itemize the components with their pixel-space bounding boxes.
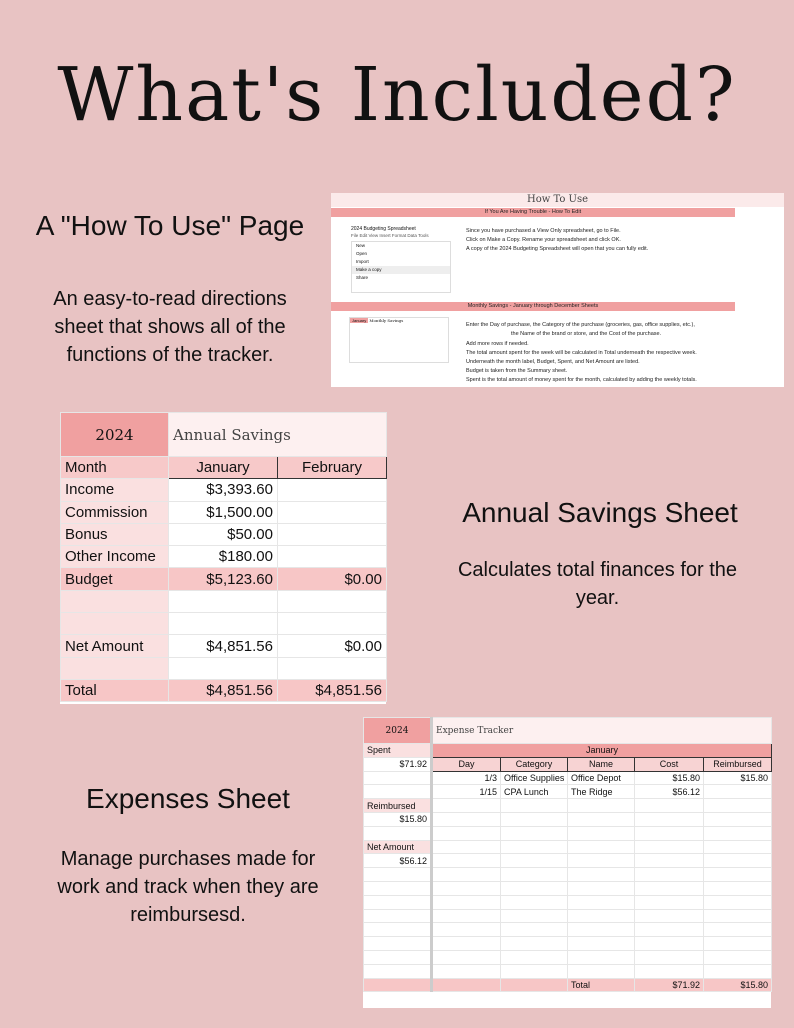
- spent-label: Spent: [364, 744, 432, 758]
- expense-empty-cell: [501, 799, 568, 813]
- mini-title: Monthly Savings: [369, 318, 404, 323]
- howto-line: Spent is the total amount of money spent for the month, calculated by adding the weekly totals.: [466, 377, 697, 383]
- howto-heading: A "How To Use" Page: [35, 210, 305, 241]
- howto-line: The total amount spent for the week will be calculated in Total underneath the respective week.: [466, 350, 697, 356]
- expense-year: 2024: [364, 718, 432, 744]
- expense-empty-cell: [501, 964, 568, 978]
- expense-empty-cell: [432, 950, 501, 964]
- annual-jan-value: $3,393.60: [169, 479, 278, 501]
- annual-row-label: Income: [61, 479, 169, 501]
- expense-empty-cell: [432, 895, 501, 909]
- total-cost: $71.92: [635, 978, 704, 992]
- menu-item: Import: [356, 259, 369, 264]
- expense-empty-cell: [568, 895, 635, 909]
- expense-empty-cell: [635, 854, 704, 868]
- expense-name: The Ridge: [568, 785, 635, 799]
- menu-bar: File Edit View Insert Format Data Tools: [351, 233, 429, 238]
- sidebar-cell: [364, 881, 432, 895]
- col-january: January: [169, 457, 278, 479]
- expense-title: Expense Tracker: [432, 718, 772, 744]
- annual-row-label: [61, 657, 169, 679]
- expense-empty-cell: [432, 868, 501, 882]
- expense-row: [364, 799, 772, 813]
- annual-feb-value: $0.00: [278, 568, 387, 590]
- expense-empty-cell: [501, 895, 568, 909]
- expense-empty-cell: [704, 909, 772, 923]
- menu-item: Open: [356, 251, 368, 256]
- expense-empty-cell: [568, 923, 635, 937]
- annual-row: [61, 479, 387, 501]
- annual-row-label: Net Amount: [61, 635, 169, 657]
- expense-empty-cell: [501, 854, 568, 868]
- annual-feb-value: $4,851.56: [278, 679, 387, 701]
- menu-doc-title: 2024 Budgeting Spreadsheet: [351, 226, 416, 232]
- net-value: $56.12: [364, 854, 432, 868]
- sidebar-cell: [364, 978, 432, 992]
- expense-empty-cell: [432, 799, 501, 813]
- annual-jan-value: $4,851.56: [169, 679, 278, 701]
- howto-line: A copy of the 2024 Budgeting Spreadsheet will open that you can fully edit.: [466, 246, 649, 252]
- expense-empty-cell: [704, 964, 772, 978]
- total-category: [501, 978, 568, 992]
- expense-row: [364, 826, 772, 840]
- annual-row-label: Total: [61, 679, 169, 701]
- expense-row: [364, 950, 772, 964]
- expense-empty-cell: [635, 895, 704, 909]
- annual-savings-table: [60, 412, 386, 704]
- expense-empty-cell: [568, 909, 635, 923]
- expense-day: 1/3: [432, 771, 501, 785]
- expense-empty-cell: [635, 799, 704, 813]
- annual-row: [61, 679, 387, 701]
- annual-feb-value: [278, 613, 387, 635]
- howto-band-edit: If You Are Having Trouble - How To Edit: [331, 208, 735, 217]
- expense-empty-cell: [568, 799, 635, 813]
- howto-line: Click on Make a Copy. Rename your spreadsheet and click OK.: [466, 237, 621, 243]
- expense-empty-cell: [704, 950, 772, 964]
- expense-empty-cell: [704, 895, 772, 909]
- expense-reimbursed: [704, 785, 772, 799]
- howto-line: Underneath the month label, Budget, Spent, and Net Amount are listed.: [466, 359, 640, 365]
- expense-empty-cell: [501, 840, 568, 854]
- expense-empty-cell: [432, 937, 501, 951]
- annual-feb-value: [278, 657, 387, 679]
- annual-row-label: [61, 613, 169, 635]
- howto-line: Since you have purchased a View Only spreadsheet, go to File.: [466, 228, 621, 234]
- expense-empty-cell: [704, 799, 772, 813]
- expense-row: [364, 771, 772, 785]
- expense-empty-cell: [635, 840, 704, 854]
- expense-empty-cell: [568, 812, 635, 826]
- expense-empty-cell: [432, 840, 501, 854]
- expense-row: [364, 923, 772, 937]
- sidebar-cell: [364, 785, 432, 799]
- expense-empty-cell: [432, 964, 501, 978]
- expense-empty-cell: [432, 854, 501, 868]
- expense-row: [364, 785, 772, 799]
- expense-empty-cell: [635, 909, 704, 923]
- expense-row: [364, 937, 772, 951]
- sidebar-cell: [364, 950, 432, 964]
- mini-sheet-screenshot: [349, 317, 449, 363]
- expense-reimbursed: $15.80: [704, 771, 772, 785]
- expense-row: [364, 978, 772, 992]
- howto-line: Add more rows if needed.: [466, 341, 529, 347]
- expense-empty-cell: [704, 923, 772, 937]
- expense-empty-cell: [704, 812, 772, 826]
- howto-screenshot: [331, 193, 784, 387]
- total-day: [432, 978, 501, 992]
- expense-row: [364, 964, 772, 978]
- expense-row: [364, 868, 772, 882]
- expense-empty-cell: [432, 909, 501, 923]
- annual-jan-value: $5,123.60: [169, 568, 278, 590]
- annual-jan-value: $180.00: [169, 546, 278, 568]
- menu-item: New: [356, 243, 366, 248]
- sidebar-cell: [364, 937, 432, 951]
- expense-empty-cell: [501, 923, 568, 937]
- expense-name: Office Depot: [568, 771, 635, 785]
- annual-heading: Annual Savings Sheet: [462, 497, 738, 528]
- annual-row: [61, 657, 387, 679]
- expense-empty-cell: [568, 840, 635, 854]
- expense-empty-cell: [635, 964, 704, 978]
- annual-row: [61, 501, 387, 523]
- howto-sheet-title: How To Use: [331, 193, 784, 207]
- expense-empty-cell: [501, 881, 568, 895]
- total-reimbursed: $15.80: [704, 978, 772, 992]
- expense-tracker-table: [363, 717, 771, 1008]
- expense-empty-cell: [635, 812, 704, 826]
- annual-feb-value: [278, 479, 387, 501]
- mini-tab: January: [352, 318, 367, 323]
- howto-description: An easy-to-read directions sheet that shows all of the functions of the tracker.: [53, 288, 287, 366]
- annual-row-label: Other Income: [61, 546, 169, 568]
- expense-row: [364, 840, 772, 854]
- annual-jan-value: [169, 657, 278, 679]
- howto-line: Enter the Day of purchase, the Category of the purchase (groceries, gas, office supplies, etc.),: [466, 322, 695, 328]
- sidebar-cell: [364, 868, 432, 882]
- reimbursed-label: Reimbursed: [364, 799, 432, 813]
- expense-empty-cell: [704, 881, 772, 895]
- net-label: Net Amount: [364, 840, 432, 854]
- expense-row: [364, 895, 772, 909]
- file-menu-screenshot: [351, 241, 451, 293]
- sidebar-cell: [364, 964, 432, 978]
- expense-empty-cell: [568, 964, 635, 978]
- annual-jan-value: $1,500.00: [169, 501, 278, 523]
- expense-description: Manage purchases made for work and track when they are reimbursesd.: [57, 848, 319, 926]
- expense-empty-cell: [635, 868, 704, 882]
- expense-heading: Expenses Sheet: [86, 783, 290, 814]
- expense-empty-cell: [501, 937, 568, 951]
- expense-month: January: [432, 744, 772, 758]
- spent-value: $71.92: [364, 757, 432, 771]
- expense-empty-cell: [568, 854, 635, 868]
- annual-row: [61, 590, 387, 612]
- annual-jan-value: [169, 613, 278, 635]
- expense-empty-cell: [704, 840, 772, 854]
- total-name: Total: [568, 978, 635, 992]
- expense-empty-cell: [501, 909, 568, 923]
- annual-row-label: [61, 590, 169, 612]
- annual-row: [61, 546, 387, 568]
- annual-feb-value: $0.00: [278, 635, 387, 657]
- expense-row: [364, 881, 772, 895]
- col-name: Name: [568, 757, 635, 771]
- expense-row: [364, 854, 772, 868]
- expense-empty-cell: [704, 854, 772, 868]
- expense-empty-cell: [635, 923, 704, 937]
- expense-category: Office Supplies: [501, 771, 568, 785]
- expense-empty-cell: [568, 826, 635, 840]
- expense-empty-cell: [635, 826, 704, 840]
- reimbursed-value: $15.80: [364, 812, 432, 826]
- annual-row: [61, 523, 387, 545]
- expense-empty-cell: [432, 826, 501, 840]
- expense-category: CPA Lunch: [501, 785, 568, 799]
- expense-empty-cell: [568, 881, 635, 895]
- page-title: What's Included?: [57, 52, 737, 138]
- annual-feb-value: [278, 501, 387, 523]
- annual-feb-value: [278, 546, 387, 568]
- menu-item: Share: [356, 275, 369, 280]
- annual-row-label: Commission: [61, 501, 169, 523]
- expense-empty-cell: [568, 937, 635, 951]
- expense-empty-cell: [432, 881, 501, 895]
- annual-row: [61, 635, 387, 657]
- col-month: Month: [61, 457, 169, 479]
- sidebar-cell: [364, 923, 432, 937]
- annual-row: [61, 613, 387, 635]
- annual-feb-value: [278, 523, 387, 545]
- col-day: Day: [432, 757, 501, 771]
- annual-row-label: Bonus: [61, 523, 169, 545]
- expense-empty-cell: [704, 826, 772, 840]
- menu-item: Make a copy: [352, 266, 450, 274]
- annual-jan-value: $4,851.56: [169, 635, 278, 657]
- expense-empty-cell: [635, 950, 704, 964]
- col-cost: Cost: [635, 757, 704, 771]
- expense-empty-cell: [432, 812, 501, 826]
- sidebar-cell: [364, 909, 432, 923]
- expense-empty-cell: [501, 812, 568, 826]
- howto-band-monthly: Monthly Savings - January through December Sheets: [331, 302, 735, 311]
- expense-row: [364, 909, 772, 923]
- annual-feb-value: [278, 590, 387, 612]
- howto-line: the Name of the brand or store, and the Cost of the purchase.: [511, 331, 662, 337]
- expense-empty-cell: [568, 950, 635, 964]
- expense-empty-cell: [568, 868, 635, 882]
- expense-cost: $56.12: [635, 785, 704, 799]
- expense-empty-cell: [501, 950, 568, 964]
- col-february: February: [278, 457, 387, 479]
- col-category: Category: [501, 757, 568, 771]
- annual-title: Annual Savings: [169, 413, 387, 457]
- expense-empty-cell: [704, 937, 772, 951]
- sidebar-cell: [364, 895, 432, 909]
- expense-empty-cell: [432, 923, 501, 937]
- sidebar-cell: [364, 771, 432, 785]
- expense-day: 1/15: [432, 785, 501, 799]
- expense-empty-cell: [635, 937, 704, 951]
- annual-description: Calculates total finances for the year.: [457, 559, 738, 609]
- annual-jan-value: [169, 590, 278, 612]
- howto-line: Budget is taken from the Summary sheet.: [466, 368, 568, 374]
- annual-row: [61, 568, 387, 590]
- col-reimbursed: Reimbursed: [704, 757, 772, 771]
- annual-year: 2024: [61, 413, 169, 457]
- sidebar-cell: [364, 826, 432, 840]
- expense-empty-cell: [635, 881, 704, 895]
- expense-cost: $15.80: [635, 771, 704, 785]
- expense-empty-cell: [501, 826, 568, 840]
- expense-row: [364, 812, 772, 826]
- expense-empty-cell: [704, 868, 772, 882]
- annual-jan-value: $50.00: [169, 523, 278, 545]
- annual-row-label: Budget: [61, 568, 169, 590]
- expense-empty-cell: [501, 868, 568, 882]
